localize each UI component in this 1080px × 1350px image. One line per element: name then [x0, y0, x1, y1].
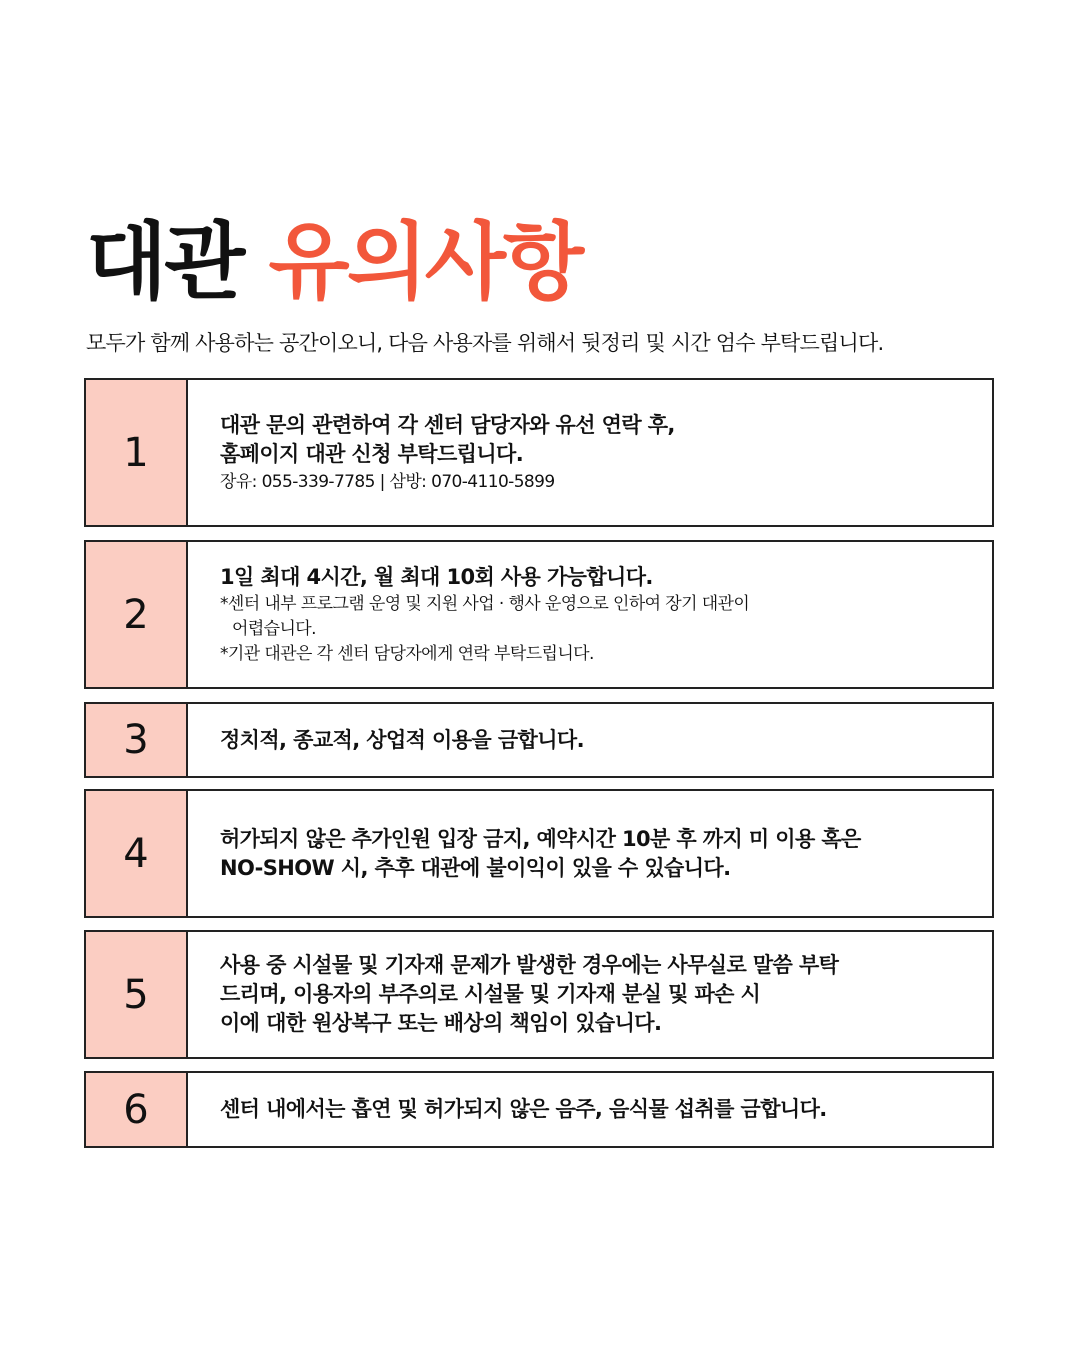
rule-text-line: 센터 내에서는 흡연 및 허가되지 않은 음주, 음식물 섭취를 금합니다. [220, 1097, 827, 1121]
rule-content [188, 1073, 992, 1146]
rule-item-6 [84, 1071, 994, 1148]
rule-number: 4 [86, 791, 188, 916]
rule-note-line: *기관 대관은 각 센터 담당자에게 연락 부탁드립니다. [220, 643, 594, 664]
rule-number: 1 [86, 380, 188, 525]
rule-content [188, 380, 992, 525]
rule-text-line: 대관 문의 관련하여 각 센터 담당자와 유선 연락 후, [220, 412, 675, 437]
rule-text-line: NO-SHOW 시, 추후 대관에 불이익이 있을 수 있습니다. [220, 855, 731, 880]
title-accent-part: 유의사항 [268, 213, 582, 311]
rule-item-4 [84, 789, 994, 918]
rule-note-line: 어렵습니다. [232, 618, 316, 639]
rule-content [188, 932, 992, 1057]
rule-content [188, 791, 992, 916]
rule-text-line: 홈페이지 대관 신청 부탁드립니다. [220, 441, 524, 466]
rule-item-1 [84, 378, 994, 527]
rule-number: 6 [86, 1073, 188, 1146]
page-title [86, 212, 581, 312]
rule-text-line: 사용 중 시설물 및 기자재 문제가 발생한 경우에는 사무실로 말씀 부탁 [220, 953, 839, 977]
page-subtitle: 모두가 함께 사용하는 공간이오니, 다음 사용자를 위해서 뒷정리 및 시간 엄수 부탁드립니다. [86, 331, 884, 355]
rule-note-line: *센터 내부 프로그램 운영 및 지원 사업 · 행사 운영으로 인하여 장기 대관이 [220, 593, 750, 614]
rule-content [188, 704, 992, 776]
contact-phone-numbers: 장유: 055-339-7785 | 삼방: 070-4110-5899 [220, 471, 555, 492]
rule-number: 2 [86, 542, 188, 687]
title-black-part: 대관 [86, 213, 243, 311]
rule-text-line: 허가되지 않은 추가인원 입장 금지, 예약시간 10분 후 까지 미 이용 혹은 [220, 826, 861, 851]
rule-number: 5 [86, 932, 188, 1057]
rule-text-line: 드리며, 이용자의 부주의로 시설물 및 기자재 분실 및 파손 시 [220, 982, 761, 1006]
rule-item-2 [84, 540, 994, 689]
rule-content [188, 542, 992, 687]
rule-item-3 [84, 702, 994, 778]
rule-item-5 [84, 930, 994, 1059]
rule-number: 3 [86, 704, 188, 776]
rule-text-line: 1일 최대 4시간, 월 최대 10회 사용 가능합니다. [220, 564, 653, 589]
rule-text-line: 정치적, 종교적, 상업적 이용을 금합니다. [220, 727, 584, 752]
rule-text-line: 이에 대한 원상복구 또는 배상의 책임이 있습니다. [220, 1011, 662, 1035]
